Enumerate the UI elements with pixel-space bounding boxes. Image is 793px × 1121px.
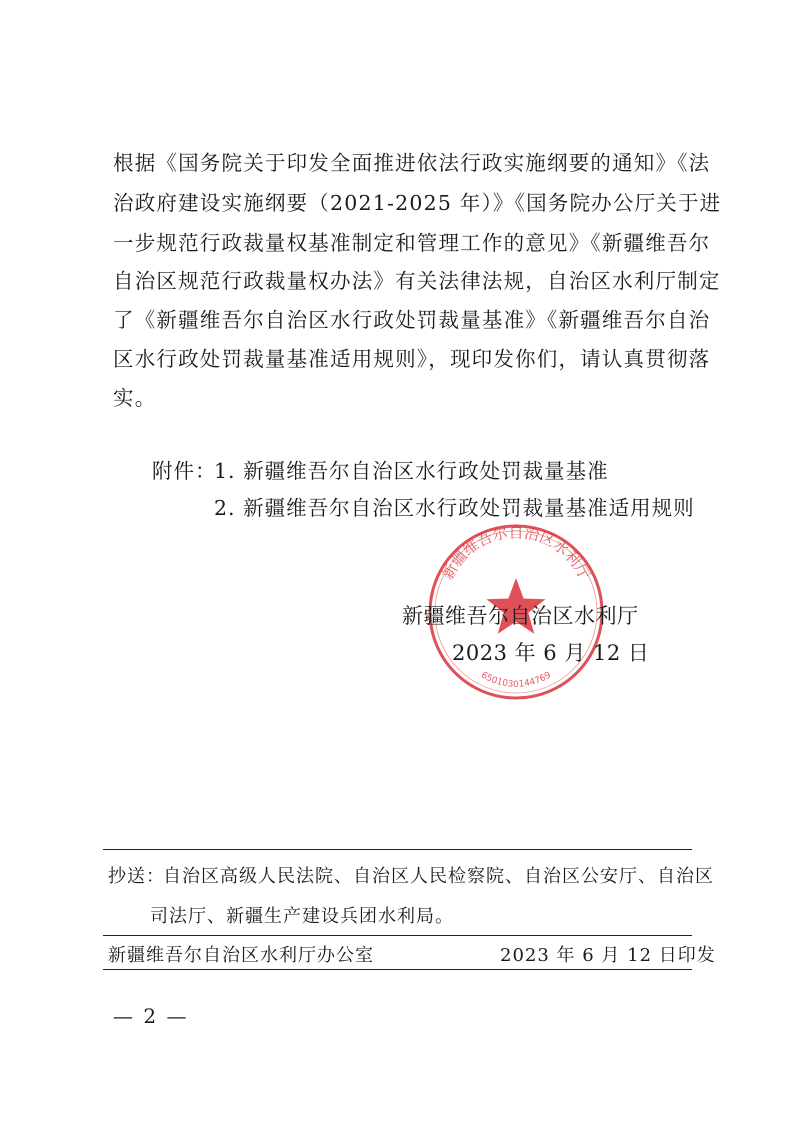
attachment-item: 2. 新疆维吾尔自治区水行政处罚裁量基准适用规则 [214, 496, 695, 520]
issue-date: 2023 年 6 月 12 日 [452, 641, 650, 665]
divider [103, 969, 692, 970]
body-line: 了《新疆维吾尔自治区水行政处罚裁量基准》《新疆维吾尔自治 [113, 308, 711, 332]
body-line: 自治区规范行政裁量权办法》有关法律法规，自治区水利厅制定 [113, 269, 721, 293]
cc-label: 抄送： [108, 866, 165, 887]
body-line: 区水行政处罚裁量基准适用规则》，现印发你们，请认真贯彻落 [113, 347, 711, 371]
svg-text:6501030144769 [479, 670, 553, 689]
seal-code: 6501030144769 [479, 670, 553, 690]
attachments-label: 附件： [152, 459, 217, 483]
body-line: 实。 [113, 386, 157, 410]
issuer-name: 新疆维吾尔自治区水利厅 [402, 604, 639, 628]
page-number: — 2 — [113, 1004, 189, 1028]
divider [103, 849, 692, 850]
issuing-office: 新疆维吾尔自治区水利厅办公室 [108, 945, 374, 966]
body-line: 一步规范行政裁量权基准制定和管理工作的意见》《新疆维吾尔 [113, 231, 711, 255]
cc-line: 自治区高级人民法院、自治区人民检察院、自治区公安厅、自治区 [163, 866, 714, 887]
body-line: 根据《国务院关于印发全面推进依法行政实施纲要的通知》《法 [113, 151, 711, 175]
print-date: 2023 年 6 月 12 日印发 [500, 945, 716, 966]
body-line: 治政府建设实施纲要（2021-2025 年）》《国务院办公厅关于进 [113, 191, 722, 215]
cc-line: 司法厅、新疆生产建设兵团水利局。 [150, 906, 454, 927]
attachment-item: 1. 新疆维吾尔自治区水行政处罚裁量基准 [214, 459, 609, 483]
svg-text:新疆维吾尔自治区水利厅 [439, 523, 594, 582]
seal-ring-text: 新疆维吾尔自治区水利厅 [438, 523, 594, 583]
divider [103, 935, 692, 936]
